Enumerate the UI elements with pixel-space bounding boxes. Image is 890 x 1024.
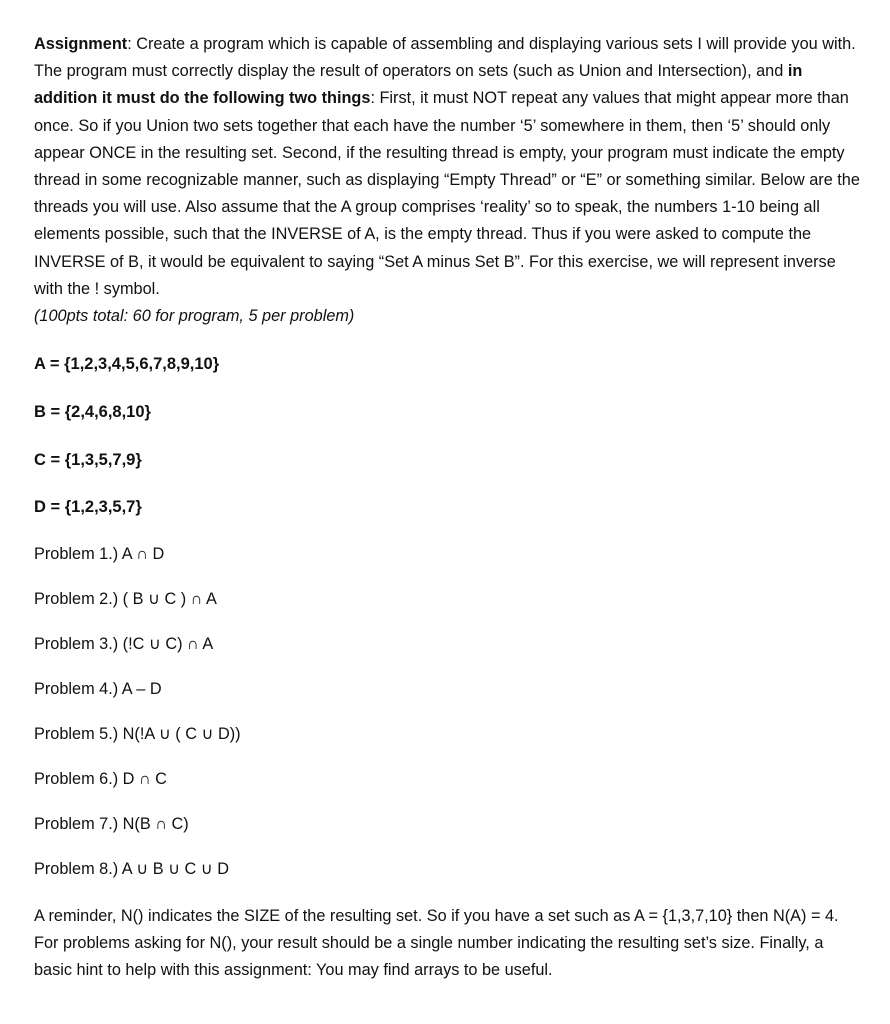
- points-note: (100pts total: 60 for program, 5 per problem): [34, 307, 355, 326]
- problem-5: Problem 5.) N(!A ∪ ( C ∪ D)): [34, 725, 241, 743]
- reminder-paragraph: A reminder, N() indicates the SIZE of the resulting set. So if you have a set such as A = {1,3,7,10} then N(A) = 4. For problems asking for N(), your result should be a single number indicating the resulting set’s size. Finally, a basic hint to help with this assignment: You may find arrays to be useful.: [34, 907, 839, 980]
- set-a: A = {1,2,3,4,5,6,7,8,9,10}: [34, 355, 220, 373]
- problem-6: Problem 6.) D ∩ C: [34, 770, 167, 788]
- problem-3: Problem 3.) (!C ∪ C) ∩ A: [34, 635, 214, 653]
- problem-8: Problem 8.) A ∪ B ∪ C ∪ D: [34, 860, 230, 878]
- problem-2: Problem 2.) ( B ∪ C ) ∩ A: [34, 590, 217, 608]
- assignment-label: Assignment: [34, 35, 128, 53]
- set-b: B = {2,4,6,8,10}: [34, 403, 151, 421]
- intro-bold-phrase: in addition it must do the following two things: [34, 62, 803, 108]
- set-c: C = {1,3,5,7,9}: [34, 451, 142, 469]
- assignment-intro: [34, 31, 860, 330]
- intro-part-2: : First, it must NOT repeat any values that might appear more than once. So if you Union two sets together that each have the number ‘5’ somewhere in them, then ‘5’ should only appear ONCE in the resulting set. Second, if the resulting thread is empty, your program must indicate the empty thread in some recognizable manner, such as displaying “Empty Thread” or “E” or something similar. Below are the threads you will use. Also assume that the A group comprises ‘reality’ so to speak, the numbers 1-10 being all elements possible, such that the INVERSE of A, is the empty thread. Thus if you were asked to compute the INVERSE of B, it would be equivalent to saying “Set A minus Set B”. For this exercise, we will represent inverse with the ! symbol.: [34, 89, 860, 298]
- set-d: D = {1,2,3,5,7}: [34, 498, 142, 516]
- problem-4: Problem 4.) A – D: [34, 680, 162, 698]
- intro-part-1: : Create a program which is capable of assembling and displaying various sets I will provide you with. The program must correctly display the result of operators on sets (such as Union and Intersection), and: [34, 35, 856, 81]
- problem-1: Problem 1.) A ∩ D: [34, 545, 165, 563]
- problem-7: Problem 7.) N(B ∩ C): [34, 815, 189, 833]
